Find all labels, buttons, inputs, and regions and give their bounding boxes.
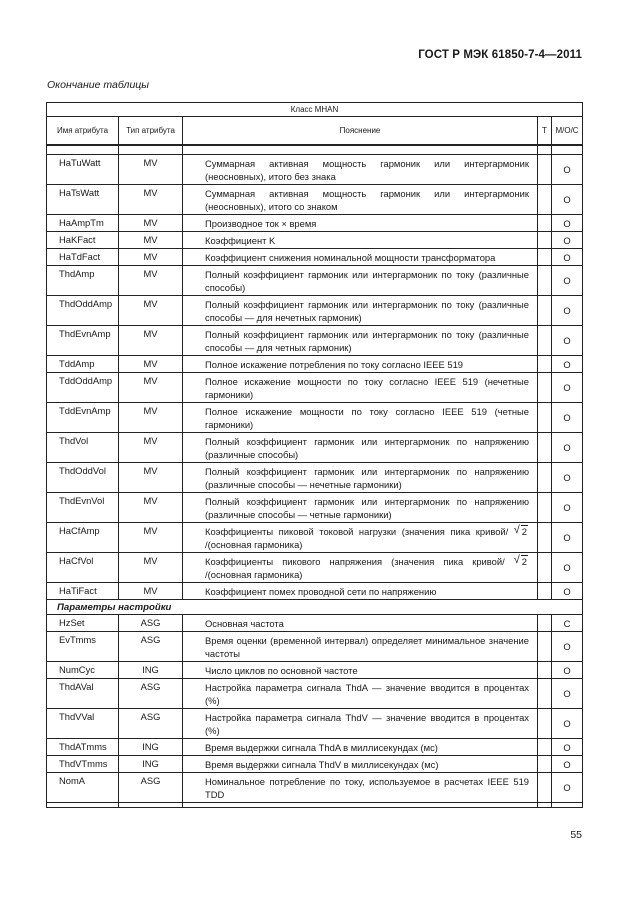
attribute-description: Настройка параметра сигнала ThdV — значение вводится в процентах (%): [183, 709, 538, 739]
attribute-description: Время выдержки сигнала ThdV в миллисекундах (мс): [183, 756, 538, 773]
attribute-type: MV: [119, 296, 183, 326]
attribute-description: Коэффициент снижения номинальной мощности трансформатора: [183, 249, 538, 266]
attribute-moc: O: [552, 433, 583, 463]
attribute-type: MV: [119, 185, 183, 215]
attribute-type: MV: [119, 403, 183, 433]
attribute-t: [538, 773, 552, 803]
attribute-description: Полный коэффициент гармоник или интергармоник по току (различные способы — для четных гармоник): [183, 326, 538, 356]
attribute-t: [538, 215, 552, 232]
attribute-t: [538, 403, 552, 433]
attribute-type: MV: [119, 249, 183, 266]
attribute-name: EvTmms: [47, 632, 119, 662]
attribute-description: Полное искажение мощности по току согласно IEEE 519 (четные гармоники): [183, 403, 538, 433]
attribute-t: [538, 433, 552, 463]
table-row: [47, 403, 583, 433]
attribute-t: [538, 632, 552, 662]
attribute-description: Суммарная активная мощность гармоник или интергармоник (неосновных), итого со знаком: [183, 185, 538, 215]
table-row: [47, 709, 583, 739]
table-row: [47, 215, 583, 232]
description-text: /(основная гармоника): [205, 569, 303, 580]
sqrt-sign: √: [513, 554, 520, 566]
attribute-name: HaTdFact: [47, 249, 119, 266]
attribute-t: [538, 249, 552, 266]
attribute-t: [538, 615, 552, 632]
attribute-name: ThdVVal: [47, 709, 119, 739]
attribute-t: [538, 463, 552, 493]
attribute-name: HzSet: [47, 615, 119, 632]
attribute-description: Коэффициент помех проводной сети по напряжению: [183, 583, 538, 600]
attribute-moc: O: [552, 553, 583, 583]
document-standard-header: ГОСТ Р МЭК 61850-7-4—2011: [418, 49, 582, 61]
attribute-moc: C: [552, 615, 583, 632]
attribute-type: ING: [119, 662, 183, 679]
attribute-t: [538, 756, 552, 773]
attribute-moc: O: [552, 373, 583, 403]
attribute-name: NomA: [47, 773, 119, 803]
attribute-name: TddOddAmp: [47, 373, 119, 403]
attribute-description: Полное искажение потребления по току согласно IEEE 519: [183, 356, 538, 373]
table-row: [47, 373, 583, 403]
attribute-description: Полное искажение мощности по току согласно IEEE 519 (нечетные гармоники): [183, 373, 538, 403]
attribute-t: [538, 679, 552, 709]
attribute-t: [538, 373, 552, 403]
attribute-type: MV: [119, 523, 183, 553]
table-row: [47, 523, 583, 553]
section-title: Параметры настройки: [47, 600, 583, 615]
attribute-type: MV: [119, 215, 183, 232]
attribute-type: MV: [119, 493, 183, 523]
attribute-moc: O: [552, 739, 583, 756]
attribute-description: Настройка параметра сигнала ThdA — значение вводится в процентах (%): [183, 679, 538, 709]
attribute-name: HaCfAmp: [47, 523, 119, 553]
col-header-t: T: [538, 117, 552, 146]
attribute-description: Полный коэффициент гармоник или интергармоник по напряжению (различные способы): [183, 433, 538, 463]
attribute-description: Номинальное потребление по току, используемое в расчетах IEEE 519 TDD: [183, 773, 538, 803]
attribute-type: MV: [119, 463, 183, 493]
sqrt-sign: √: [513, 524, 520, 536]
table-row: [47, 493, 583, 523]
attribute-description: [183, 553, 538, 583]
table-row: [47, 326, 583, 356]
attribute-t: [538, 266, 552, 296]
attribute-moc: O: [552, 403, 583, 433]
attribute-name: HaKFact: [47, 232, 119, 249]
attribute-t: [538, 662, 552, 679]
attribute-type: MV: [119, 433, 183, 463]
section-row: [47, 600, 583, 615]
sqrt-value: 2: [521, 526, 527, 537]
table-row: [47, 553, 583, 583]
attribute-name: ThdVTmms: [47, 756, 119, 773]
attribute-name: ThdOddVol: [47, 463, 119, 493]
description-text: Коэффициенты пикового напряжения (значения пика кривой/: [205, 556, 505, 567]
attribute-description: Коэффициент K: [183, 232, 538, 249]
attribute-moc: O: [552, 583, 583, 600]
attribute-moc: O: [552, 679, 583, 709]
attribute-name: ThdEvnVol: [47, 493, 119, 523]
attribute-moc: O: [552, 215, 583, 232]
table-row: [47, 266, 583, 296]
table-row: [47, 185, 583, 215]
attribute-type: ASG: [119, 773, 183, 803]
table-row: [47, 296, 583, 326]
attribute-name: TddEvnAmp: [47, 403, 119, 433]
attribute-name: TddAmp: [47, 356, 119, 373]
attribute-moc: O: [552, 523, 583, 553]
attribute-moc: O: [552, 756, 583, 773]
attribute-moc: O: [552, 249, 583, 266]
attribute-t: [538, 739, 552, 756]
attribute-name: HaAmpTm: [47, 215, 119, 232]
attribute-type: MV: [119, 326, 183, 356]
attribute-description: [183, 523, 538, 553]
description-text: Коэффициенты пиковой токовой нагрузки (значения пика кривой/: [205, 526, 509, 537]
attribute-description: Число циклов по основной частоте: [183, 662, 538, 679]
attribute-name: HaTiFact: [47, 583, 119, 600]
table-row: [47, 615, 583, 632]
sqrt-expression: [514, 555, 528, 568]
attribute-name: ThdAmp: [47, 266, 119, 296]
attribute-type: ASG: [119, 679, 183, 709]
table-row: [47, 662, 583, 679]
attribute-name: HaCfVol: [47, 553, 119, 583]
attribute-type: ASG: [119, 709, 183, 739]
table-row: [47, 463, 583, 493]
attribute-type: MV: [119, 266, 183, 296]
table-row: [47, 356, 583, 373]
attribute-t: [538, 523, 552, 553]
attribute-moc: O: [552, 493, 583, 523]
attribute-type: ASG: [119, 632, 183, 662]
attribute-moc: O: [552, 296, 583, 326]
attribute-t: [538, 326, 552, 356]
col-header-moc: M/O/C: [552, 117, 583, 146]
attribute-t: [538, 583, 552, 600]
attribute-description: Полный коэффициент гармоник или интергармоник по напряжению (различные способы — нечетные гармоники): [183, 463, 538, 493]
attributes-table: [46, 102, 583, 808]
attribute-type: MV: [119, 232, 183, 249]
attribute-name: ThdAVal: [47, 679, 119, 709]
attribute-t: [538, 493, 552, 523]
attribute-moc: O: [552, 232, 583, 249]
attribute-moc: O: [552, 662, 583, 679]
col-header-desc: Пояснение: [183, 117, 538, 146]
attribute-type: ING: [119, 756, 183, 773]
attribute-description: Полный коэффициент гармоник или интергармоник по току (различные способы): [183, 266, 538, 296]
attribute-type: ASG: [119, 615, 183, 632]
table-row: [47, 756, 583, 773]
attribute-moc: O: [552, 266, 583, 296]
col-header-type: Тип атрибута: [119, 117, 183, 146]
attribute-name: ThdOddAmp: [47, 296, 119, 326]
attribute-moc: O: [552, 709, 583, 739]
attribute-moc: O: [552, 155, 583, 185]
attribute-type: MV: [119, 583, 183, 600]
attribute-t: [538, 232, 552, 249]
table-row: [47, 773, 583, 803]
attribute-description: Производное ток × время: [183, 215, 538, 232]
attribute-description: Полный коэффициент гармоник или интергармоник по напряжению (различные способы — четные гармоники): [183, 493, 538, 523]
table-row: [47, 155, 583, 185]
description-text: /(основная гармоника): [205, 539, 303, 550]
sqrt-value: 2: [521, 556, 527, 567]
attribute-moc: O: [552, 356, 583, 373]
sqrt-expression: [514, 525, 528, 538]
attribute-t: [538, 155, 552, 185]
table-row: [47, 249, 583, 266]
attribute-description: Время оценки (временной интервал) определяет минимальное значение частоты: [183, 632, 538, 662]
attribute-description: Полный коэффициент гармоник или интергармоник по току (различные способы — для нечетных гармоник): [183, 296, 538, 326]
attribute-t: [538, 296, 552, 326]
attribute-moc: O: [552, 326, 583, 356]
attribute-description: Время выдержки сигнала ThdA в миллисекундах (мс): [183, 739, 538, 756]
table-row: [47, 433, 583, 463]
table-row: [47, 583, 583, 600]
table-row: [47, 632, 583, 662]
table-row: [47, 232, 583, 249]
attribute-type: MV: [119, 553, 183, 583]
attribute-t: [538, 356, 552, 373]
attribute-type: MV: [119, 155, 183, 185]
table-tail: [47, 803, 583, 808]
attribute-moc: O: [552, 185, 583, 215]
attribute-name: HaTsWatt: [47, 185, 119, 215]
class-label: Класс MHAN: [47, 103, 583, 117]
attribute-type: MV: [119, 356, 183, 373]
table-row: [47, 739, 583, 756]
table-caption: Окончание таблицы: [47, 79, 150, 91]
attribute-name: NumCyc: [47, 662, 119, 679]
page-number: 55: [570, 829, 582, 841]
attribute-moc: O: [552, 463, 583, 493]
attribute-description: Основная частота: [183, 615, 538, 632]
attribute-description: Суммарная активная мощность гармоник или интергармоник (неосновных), итого без знака: [183, 155, 538, 185]
attribute-name: ThdEvnAmp: [47, 326, 119, 356]
attribute-t: [538, 185, 552, 215]
attribute-t: [538, 709, 552, 739]
table-row: [47, 679, 583, 709]
attribute-name: HaTuWatt: [47, 155, 119, 185]
attribute-moc: O: [552, 773, 583, 803]
attribute-t: [538, 553, 552, 583]
col-header-name: Имя атрибута: [47, 117, 119, 146]
attribute-moc: O: [552, 632, 583, 662]
attribute-name: ThdVol: [47, 433, 119, 463]
attribute-name: ThdATmms: [47, 739, 119, 756]
attribute-type: ING: [119, 739, 183, 756]
attribute-type: MV: [119, 373, 183, 403]
